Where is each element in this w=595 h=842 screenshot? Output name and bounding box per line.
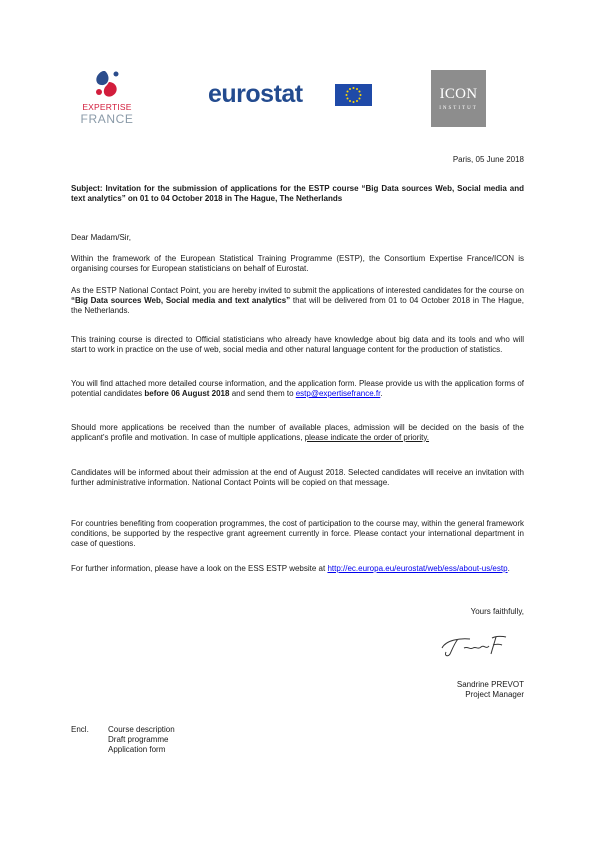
signer-title: Project Manager (465, 690, 524, 699)
course-title: “Big Data sources Web, Social media and text analytics” (71, 296, 291, 305)
eurostat-wordmark: eurostat (208, 80, 303, 108)
paragraph-notification: Candidates will be informed about their admission at the end of August 2018. Selected candidates will receive an invitation with further administrative information. National Contact Points will be copied on that message. (71, 468, 524, 487)
paragraph-framework: Within the framework of the European Statistical Training Programme (ESTP), the Consortium Expertise France/ICON is organising courses for European statisticians on behalf of Eurostat. (71, 254, 524, 273)
icon-subline: INSTITUT (439, 106, 478, 111)
paragraph-admission (71, 423, 524, 443)
invitation-text-start: As the ESTP National Contact Point, you are hereby invited to submit the applications of interested candidates for the course on (71, 286, 524, 295)
paragraph-application (71, 379, 524, 399)
signer-name: Sandrine PREVOT (456, 680, 524, 689)
icon-institute-logo (431, 70, 486, 127)
estp-website-link[interactable]: http://ec.europa.eu/eurostat/web/ess/about-us/estp (327, 564, 508, 573)
invitation-text-end: that will be delivered from 01 to 04 October 2018 in The Hague, the Netherlands. (71, 296, 524, 315)
application-text-end: . (380, 389, 383, 398)
contact-email-link[interactable]: estp@expertisefrance.fr (295, 389, 381, 398)
salutation: Dear Madam/Sir, (71, 233, 132, 242)
letter-subject: Subject: Invitation for the submission of applications for the ESTP course “Big Data sources Web, Social media and text analytics” on 01 to 04 October 2018 in The Hague, The Netherlands (71, 184, 524, 203)
application-text-mid: and send them to (229, 389, 296, 398)
expertise-france-mark-icon (89, 68, 125, 100)
enclosure-item: Application form (108, 745, 166, 754)
expertise-france-logo (62, 68, 152, 132)
application-text-start: You will find attached more detailed course information, and the application form. Please provide us with the application forms of potential candidates (71, 379, 524, 398)
enclosure-label: Encl. (71, 725, 89, 734)
expertise-france-line1: EXPERTISE (82, 102, 132, 112)
letter-date: Paris, 05 June 2018 (452, 155, 524, 164)
paragraph-target-audience: This training course is directed to Official statisticians who already have knowledge about big data and its tools and who will start to work in practice on the use of web, social media and other natural language content for the production of statistics. (71, 335, 524, 354)
priority-note: please indicate the order of priority. (304, 433, 430, 442)
enclosure-list (108, 725, 175, 755)
further-info-text: For further information, please have a look on the ESS ESTP website at (71, 564, 328, 573)
eu-flag-icon (335, 84, 372, 106)
icon-wordmark: ICON (439, 86, 478, 102)
closing: Yours faithfully, (470, 607, 524, 616)
admission-text: Should more applications be received than the number of available places, admission will be decided on the basis of the applicant's profile and motivation. In case of multiple applications, (71, 423, 524, 442)
paragraph-cost: For countries benefiting from cooperation programmes, the cost of participation to the course may, within the general framework conditions, be supported by the respective grant agreement currently in force. Please contact your international department in case of questions. (71, 519, 524, 548)
enclosure-item: Course description (108, 725, 175, 734)
expertise-france-line2: FRANCE (80, 112, 134, 126)
application-deadline: before 06 August 2018 (144, 389, 230, 398)
signature-block (71, 680, 524, 700)
enclosure-item: Draft programme (108, 735, 169, 744)
further-info-end: . (507, 564, 510, 573)
paragraph-invitation (71, 286, 524, 316)
handwritten-signature (436, 630, 516, 662)
paragraph-further-info (71, 564, 524, 574)
